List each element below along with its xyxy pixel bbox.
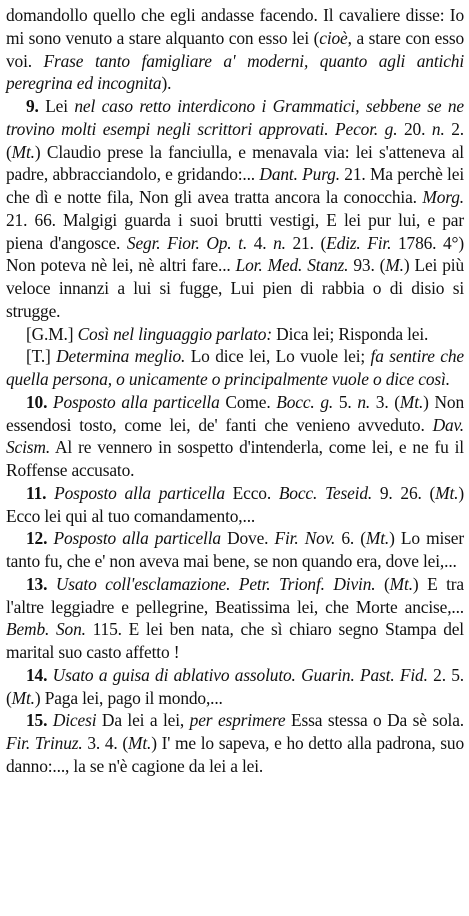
text-run: Lei [38, 96, 75, 116]
sense-number: 11. [26, 482, 47, 503]
italic-text: Dav. Scism. [6, 414, 464, 458]
text-run [46, 483, 54, 503]
italic-text: Dant. Purg. [259, 164, 340, 185]
italic-text: Dicesi [52, 710, 97, 731]
italic-text: n. [431, 118, 445, 139]
italic-text: Determina meglio. [56, 346, 186, 367]
entry-paragraph-p14 [6, 664, 464, 710]
italic-text: Mt. [389, 573, 413, 594]
italic-text: Bocc. Teseid. [278, 482, 373, 503]
text-run: 21. Ma perchè lei che dì e notte fila, Non gli avea tratta ancora la conocchia. [6, 164, 464, 207]
italic-text: fa sentire che quella persona, o unicamente o principalmente vuole o dice così. [6, 346, 464, 389]
italic-text: n. [357, 391, 371, 412]
text-run: Dove. [220, 528, 275, 549]
text-run: 21. ( [285, 232, 327, 253]
entry-paragraph-p12 [6, 527, 464, 573]
text-run: 6. ( [335, 528, 366, 549]
sense-number: 12. [26, 528, 48, 549]
italic-text: n. [273, 232, 286, 253]
text-run: Come. [219, 391, 277, 412]
text-run: 3. 4. ( [82, 733, 129, 753]
text-run: ) E tra l'altre leggiadre e pellegrine, Beatissima lei, che Morte ancise,... [6, 573, 464, 617]
italic-text: Morg. [422, 187, 464, 207]
italic-text: Fir. Trinuz. [6, 733, 83, 753]
text-run: 21. 66. Malgigi guarda i suoi brutti vestigi, E lei pur lui, e par piena d'angosce. [6, 209, 464, 253]
text-run: ) Ecco lei qui al tuo comandamento,... [6, 482, 465, 526]
italic-text: Lor. Med. Stanz. [235, 255, 349, 276]
text-run: Essa stessa o Da sè sola. [285, 710, 464, 731]
italic-text: Frase tanto famigliare a' moderni, quanto agli antichi peregrina ed incognita [6, 50, 465, 94]
text-run: 93. ( [348, 255, 386, 276]
text-run: Al re vennero in sospetto d'intenderla, come lei, e ne fu il Roffense accusato. [6, 437, 464, 480]
entry-paragraph-pT [6, 345, 464, 391]
italic-text: Segr. Fior. Op. t. [126, 232, 248, 253]
sense-number: 15. [26, 710, 48, 731]
entry-paragraph-p13 [6, 573, 464, 664]
italic-text: Usato coll'esclamazione. Petr. Trionf. Divin. [55, 573, 376, 594]
text-run: domandollo quello che egli andasse facendo. Il cavaliere disse: Io mi sono venuto a stare alquanto con esso lei ( [6, 5, 464, 48]
sense-number: 13. [26, 573, 48, 594]
italic-text: Posposto alla particella [53, 528, 221, 549]
italic-text: Bemb. Son. [6, 619, 86, 640]
italic-text: per esprimere [189, 710, 286, 731]
italic-text: Fir. Nov. [274, 528, 336, 549]
sense-number: 10. [26, 391, 48, 412]
text-run: [T.] [26, 346, 57, 367]
text-run: Dica lei; Risponda lei. [271, 323, 429, 344]
italic-text: Mt. [128, 733, 152, 753]
italic-text: Posposto alla particella [53, 391, 220, 412]
italic-text: Mt. [399, 391, 424, 412]
italic-text: cioè [319, 27, 348, 48]
text-run: ) Lo miser tanto fu, che e' non aveva mai bene, se non quando era, dove lei,... [6, 528, 464, 571]
text-run: 2. 5. ( [6, 664, 465, 708]
text-run: 20. [397, 118, 432, 139]
text-run: 5. [333, 391, 358, 412]
sense-number: 9. [26, 96, 39, 116]
text-run: ) I' me lo sapeva, e ho detto alla padrona, suo danno:..., la se n'è cagione da lei a lei. [6, 733, 464, 776]
italic-text: Così nel linguaggio parlato: [77, 323, 272, 344]
italic-text: Posposto alla particella [54, 482, 225, 503]
text-run: 9. 26. ( [372, 482, 436, 503]
text-run [47, 574, 56, 594]
text-run: Ecco. [224, 482, 279, 503]
text-run: ) Lei più veloce innanzi a lui si fugge, Lui pien di rabbia o di disio si strugge. [6, 255, 464, 321]
text-run: [G.M.] [26, 323, 78, 344]
text-run: 1786. 4°) Non poteva nè lei, nè altri fare... [6, 232, 465, 276]
italic-text: Bocc. g. [276, 391, 334, 412]
italic-text: Mt. [365, 528, 390, 549]
italic-text: Usato a guisa di ablativo assoluto. Guarin. Past. Fid. [52, 664, 428, 685]
text-run: Lo dice lei, Lo vuole lei; [185, 346, 371, 367]
entry-paragraph-p9 [6, 95, 464, 323]
text-run: ) Claudio prese la fanciulla, e menavala via: lei s'atteneva al padre, abbracciandolo, e gridando:... [6, 141, 464, 185]
sense-number: 14. [26, 664, 48, 685]
italic-text: Mt. [11, 687, 35, 708]
entry-paragraph-p0 [6, 4, 464, 95]
text-run: 115. E lei ben nata, che sì chiaro segno Stampa del marital suo casto affetto ! [6, 619, 464, 662]
text-run: ( [375, 573, 390, 594]
text-run: 2. ( [6, 118, 464, 162]
text-run: ) Paga lei, pago il mondo,... [34, 687, 223, 708]
entry-paragraph-p11 [6, 482, 464, 528]
text-run: 3. ( [370, 391, 400, 412]
text-run: ) Non essendosi tosto, come lei, de' fanti che venieno avveduto. [6, 391, 465, 435]
italic-text: nel caso retto interdicono i Grammatici, sebbene se ne trovino molti esempi negli scrittori approvati. Pecor. g. [6, 96, 464, 139]
entry-paragraph-p15 [6, 709, 464, 777]
italic-text: Mt. [435, 482, 459, 503]
italic-text: M. [385, 255, 404, 276]
text-run: ). [161, 73, 172, 94]
text-run: , a stare con esso voi. [6, 27, 464, 71]
italic-text: Ediz. Fir. [326, 232, 392, 253]
entry-paragraph-p10 [6, 391, 464, 482]
italic-text: Mt. [11, 141, 35, 162]
text-run: 4. [247, 232, 274, 253]
text-run: Da lei a lei, [96, 710, 190, 731]
entry-paragraph-pGM [6, 323, 464, 346]
